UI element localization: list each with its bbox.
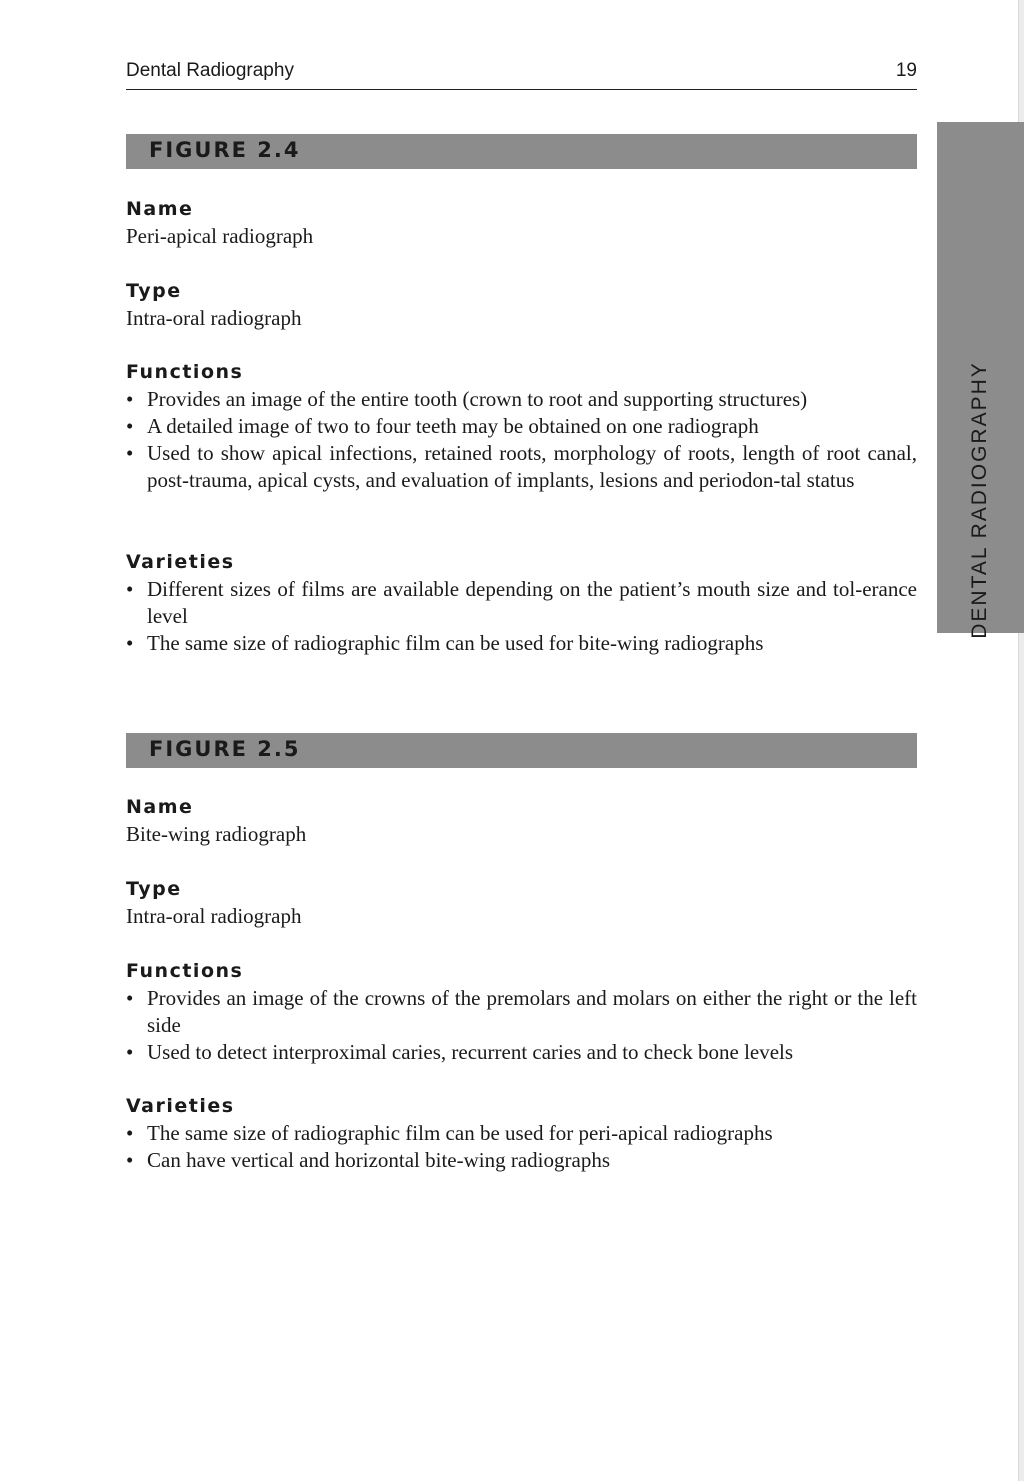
name-heading: Name xyxy=(126,198,194,220)
figure-2-4-header xyxy=(126,134,917,169)
varieties-list xyxy=(126,1120,917,1174)
type-value: Intra-oral radiograph xyxy=(126,306,302,330)
list-item: • A detailed image of two to four teeth may be obtained on one radiograph xyxy=(126,413,917,440)
list-item: • The same size of radiographic film can be used for bite-wing radiographs xyxy=(126,630,917,657)
running-head xyxy=(126,58,917,90)
figure-2-5-name-section xyxy=(126,793,917,848)
figure-label: FIGURE 2.5 xyxy=(149,737,301,761)
name-heading: Name xyxy=(126,796,194,818)
varieties-heading: Varieties xyxy=(126,551,235,573)
figure-2-4-varieties-section xyxy=(126,548,917,657)
varieties-list xyxy=(126,576,917,657)
varieties-heading: Varieties xyxy=(126,1095,235,1117)
figure-2-5-varieties-section xyxy=(126,1092,917,1174)
type-value: Intra-oral radiograph xyxy=(126,904,302,928)
list-item: • Used to show apical infections, retained roots, morphology of roots, length of root canal, post-trauma, apical cysts, and evaluation of implants, lesions and periodon-tal status xyxy=(126,440,917,494)
type-heading: Type xyxy=(126,878,182,900)
type-heading: Type xyxy=(126,280,182,302)
figure-2-5-type-section xyxy=(126,875,917,930)
name-value: Bite-wing radiograph xyxy=(126,822,307,846)
side-tab-label: DENTAL RADIOGRAPHY xyxy=(968,361,991,639)
list-item: • Different sizes of films are available depending on the patient’s mouth size and tol-erance level xyxy=(126,576,917,630)
figure-2-4-type-section xyxy=(126,277,917,332)
list-item: • Can have vertical and horizontal bite-wing radiographs xyxy=(126,1147,917,1174)
page-number: 19 xyxy=(895,60,917,81)
chapter-side-tab xyxy=(937,122,1024,639)
list-item: • The same size of radiographic film can be used for peri-apical radiographs xyxy=(126,1120,917,1147)
functions-heading: Functions xyxy=(126,960,244,982)
functions-heading: Functions xyxy=(126,361,244,383)
list-item: • Used to detect interproximal caries, recurrent caries and to check bone levels xyxy=(126,1039,917,1066)
functions-list xyxy=(126,985,917,1066)
figure-label: FIGURE 2.4 xyxy=(149,138,301,162)
list-item: • Provides an image of the crowns of the premolars and molars on either the right or the left side xyxy=(126,985,917,1039)
name-value: Peri-apical radiograph xyxy=(126,224,314,248)
functions-list xyxy=(126,386,917,494)
figure-2-5-functions-section xyxy=(126,957,917,1066)
list-item: • Provides an image of the entire tooth (crown to root and supporting structures) xyxy=(126,386,917,413)
figure-2-5-header xyxy=(126,733,917,768)
running-head-title: Dental Radiography xyxy=(126,60,294,81)
figure-2-4-name-section xyxy=(126,195,917,250)
figure-2-4-functions-section xyxy=(126,358,917,494)
